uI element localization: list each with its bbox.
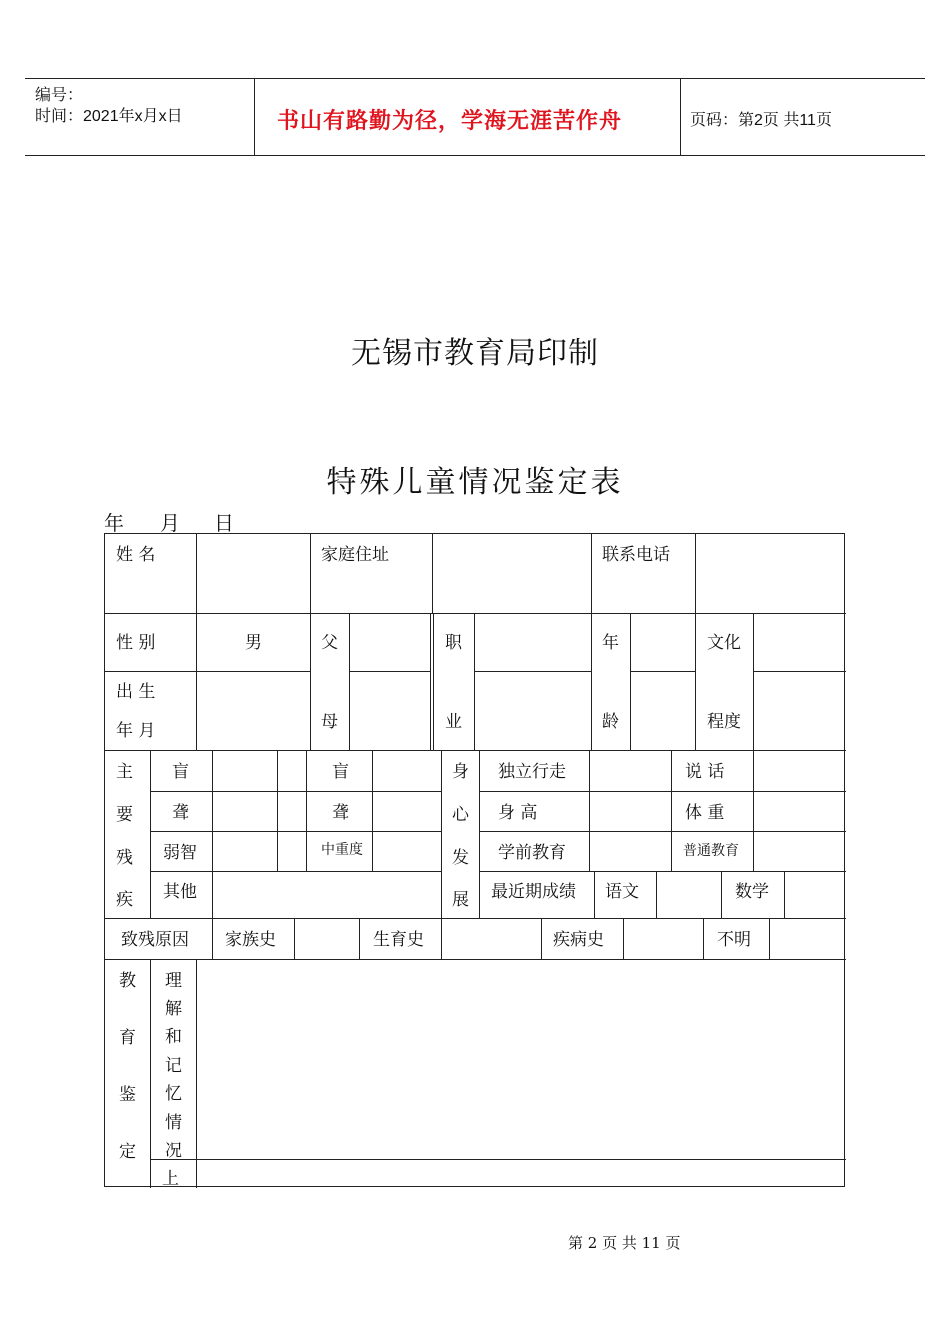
label-birth-2: 年 月 [116, 721, 156, 741]
label-chinese: 语文 [605, 882, 639, 902]
date-year: 年 [104, 511, 124, 535]
col-line [277, 750, 278, 871]
col-line [196, 534, 197, 613]
date-day: 日 [214, 511, 234, 535]
label-grades: 最近期成绩 [491, 882, 576, 902]
label-walk: 独立行走 [498, 762, 566, 782]
label-gender: 性 别 [116, 633, 156, 653]
label-family-history: 家族史 [225, 930, 276, 950]
row-line [479, 871, 846, 872]
label-unknown: 不明 [717, 930, 751, 950]
row-line [150, 871, 441, 872]
col-line [441, 750, 442, 918]
label-other: 其他 [163, 882, 197, 902]
col-line [150, 959, 151, 1188]
col-line [310, 613, 311, 750]
label-edu-2: 程度 [707, 712, 741, 732]
row-line [349, 671, 430, 672]
label-speak: 说 话 [685, 762, 725, 782]
col-line [310, 534, 311, 613]
label-development-2: 心 [452, 805, 469, 825]
col-line [671, 750, 672, 871]
label-education-2: 育 [119, 1028, 136, 1048]
col-line [695, 534, 696, 613]
label-job-1: 职 [445, 633, 462, 653]
label-understanding-3: 和 [165, 1027, 182, 1047]
label-main-disability-2: 要 [116, 805, 133, 825]
col-line [591, 534, 592, 613]
label-deaf: 聋 [172, 803, 189, 823]
label-regular: 普通教育 [683, 843, 739, 859]
col-line [150, 750, 151, 918]
label-deaf-2: 聋 [332, 803, 349, 823]
row-line [479, 831, 846, 832]
col-line [212, 871, 213, 918]
col-line [306, 750, 307, 871]
row-line [150, 791, 441, 792]
col-line [594, 871, 595, 918]
label-main-disability-1: 主 [116, 762, 133, 782]
label-education-1: 教 [119, 971, 136, 991]
col-line [721, 871, 722, 918]
col-line [784, 871, 785, 918]
label-height: 身 高 [498, 803, 538, 823]
form-title: 特殊儿童情况鉴定表 [326, 465, 624, 500]
assessment-table [104, 533, 845, 1187]
label-blind-2: 盲 [332, 762, 349, 782]
row-line [753, 671, 846, 672]
col-line [656, 871, 657, 918]
label-understanding-7: 况 [165, 1141, 182, 1161]
col-line [294, 918, 295, 959]
value-gender: 男 [245, 633, 262, 653]
col-line [589, 750, 590, 871]
col-line [753, 750, 754, 871]
label-age-1: 年 [602, 633, 619, 653]
header-divider-1 [254, 78, 255, 155]
col-line [359, 918, 360, 959]
label-parent-2: 母 [321, 712, 338, 732]
header-motto: 书山有路勤为径，学海无涯苦作舟 [277, 108, 623, 134]
label-development-3: 发 [452, 848, 469, 868]
label-understanding-5: 忆 [165, 1084, 182, 1104]
col-line [196, 613, 197, 750]
col-line [349, 613, 350, 750]
label-retard: 弱智 [163, 843, 197, 863]
label-name: 姓 名 [116, 545, 156, 565]
col-line [623, 918, 624, 959]
label-preschool: 学前教育 [498, 843, 566, 863]
publisher-title: 无锡市教育局印制 [351, 336, 599, 371]
col-line [212, 918, 213, 959]
row-line [105, 918, 846, 919]
col-line [196, 959, 197, 1188]
header-top-rule [25, 78, 925, 79]
col-line [474, 613, 475, 750]
label-understanding-2: 解 [165, 999, 182, 1019]
col-line [441, 918, 442, 959]
row-line [105, 671, 310, 672]
label-understanding-1: 理 [165, 971, 182, 991]
col-line [630, 613, 631, 750]
label-weight: 体 重 [685, 803, 725, 823]
col-line [430, 613, 431, 750]
label-education-4: 定 [119, 1142, 136, 1162]
col-line [541, 918, 542, 959]
label-cause: 致残原因 [121, 930, 189, 950]
row-line [105, 750, 846, 751]
label-birth-history: 生育史 [373, 930, 424, 950]
col-line [212, 750, 213, 871]
row-line [150, 1159, 846, 1160]
label-age-2: 龄 [602, 712, 619, 732]
label-job-2: 业 [445, 712, 462, 732]
header-time-label: 时间：2021年x月x日 [35, 108, 183, 125]
label-main-disability-4: 疾 [116, 890, 133, 910]
row-line [105, 613, 846, 614]
label-parent-1: 父 [321, 633, 338, 653]
label-blind: 盲 [172, 762, 189, 782]
label-development-1: 身 [452, 762, 469, 782]
label-main-disability-3: 残 [116, 848, 133, 868]
header-page-label: 页码：第2页 共11页 [690, 112, 832, 129]
label-understanding-4: 记 [165, 1056, 182, 1076]
col-line [433, 613, 434, 750]
col-line [479, 750, 480, 918]
label-severity: 中重度 [321, 842, 363, 858]
row-line [150, 831, 441, 832]
label-understanding-6: 情 [165, 1113, 182, 1133]
label-edu-1: 文化 [707, 633, 741, 653]
label-math: 数学 [735, 882, 769, 902]
date-month: 月 [160, 511, 180, 535]
header-number-label: 编号： [35, 87, 84, 104]
row-line [630, 671, 695, 672]
label-address: 家庭住址 [321, 545, 389, 565]
header-bottom-rule [25, 155, 925, 156]
row-line [479, 791, 846, 792]
col-line [769, 918, 770, 959]
label-birth-1: 出 生 [116, 682, 156, 702]
row-line [474, 671, 591, 672]
col-line [591, 613, 592, 750]
row-line [105, 959, 846, 960]
label-education-3: 鉴 [119, 1085, 136, 1105]
col-line [432, 534, 433, 613]
header-divider-2 [680, 78, 681, 155]
label-next: 上 [162, 1169, 179, 1189]
page-footer: 第 2 页 共 11 页 [568, 1234, 681, 1252]
col-line [695, 613, 696, 750]
col-line [703, 918, 704, 959]
label-development-4: 展 [452, 890, 469, 910]
col-line [372, 750, 373, 871]
col-line [753, 613, 754, 750]
label-phone: 联系电话 [602, 545, 670, 565]
label-disease-history: 疾病史 [553, 930, 604, 950]
